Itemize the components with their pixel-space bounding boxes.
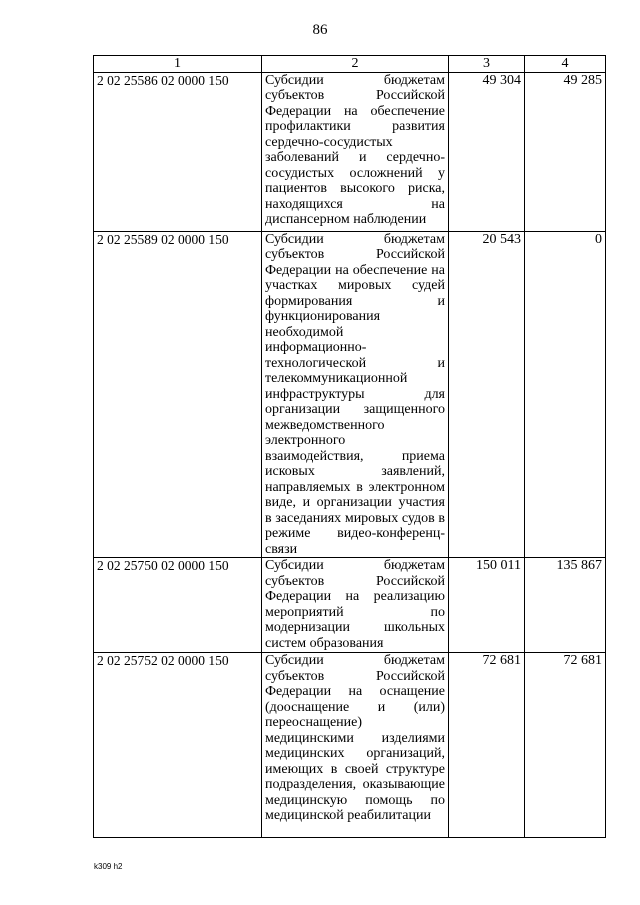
budget-code: 2 02 25586 02 0000 150 [94, 72, 262, 231]
budget-code: 2 02 25589 02 0000 150 [94, 231, 262, 558]
amount-col3: 20 543 [449, 231, 525, 558]
document-footer-code: k309 h2 [94, 862, 123, 871]
budget-code: 2 02 25752 02 0000 150 [94, 653, 262, 838]
amount-col3: 72 681 [449, 653, 525, 838]
amount-col3: 49 304 [449, 72, 525, 231]
table-row [94, 72, 606, 231]
budget-table [93, 55, 606, 838]
table-row [94, 653, 606, 838]
amount-col4: 0 [525, 231, 606, 558]
amount-col4: 135 867 [525, 558, 606, 653]
column-header-2: 2 [262, 56, 449, 73]
table-row [94, 231, 606, 558]
amount-col4: 49 285 [525, 72, 606, 231]
budget-code: 2 02 25750 02 0000 150 [94, 558, 262, 653]
description: Субсидии бюджетам субъектов Российской Федерации на оснащение (дооснащение и (или) переоснащение) медицинскими изделиями медицинских организаций, имеющих в своей структуре подразделения, оказывающие медицинскую помощь по медицинской реабилитации [262, 653, 449, 838]
column-header-3: 3 [449, 56, 525, 73]
column-header-1: 1 [94, 56, 262, 73]
description: Субсидии бюджетам субъектов Российской Федерации на реализацию мероприятий по модернизации школьных систем образования [262, 558, 449, 653]
amount-col3: 150 011 [449, 558, 525, 653]
page-number: 86 [312, 22, 328, 38]
table-row [94, 558, 606, 653]
amount-col4: 72 681 [525, 653, 606, 838]
description: Субсидии бюджетам субъектов Российской Федерации на обеспечение профилактики развития сердечно-сосудистых заболеваний и сердечно-сосудистых осложнений у пациентов высокого риска, находящихся на диспансерном наблюдении [262, 72, 449, 231]
column-header-4: 4 [525, 56, 606, 73]
description: Субсидии бюджетам субъектов Российской Федерации на обеспечение на участках мировых судей формирования и функционирования необходимой информационно-технологической и телекоммуникационной инфраструктуры для организации защищенного межведомственного электронного взаимодействия, приема исковых заявлений, направляемых в электронном виде, и организации участия в заседаниях мировых судов в режиме видео-конференц-связи [262, 231, 449, 558]
table-header-row [94, 56, 606, 73]
